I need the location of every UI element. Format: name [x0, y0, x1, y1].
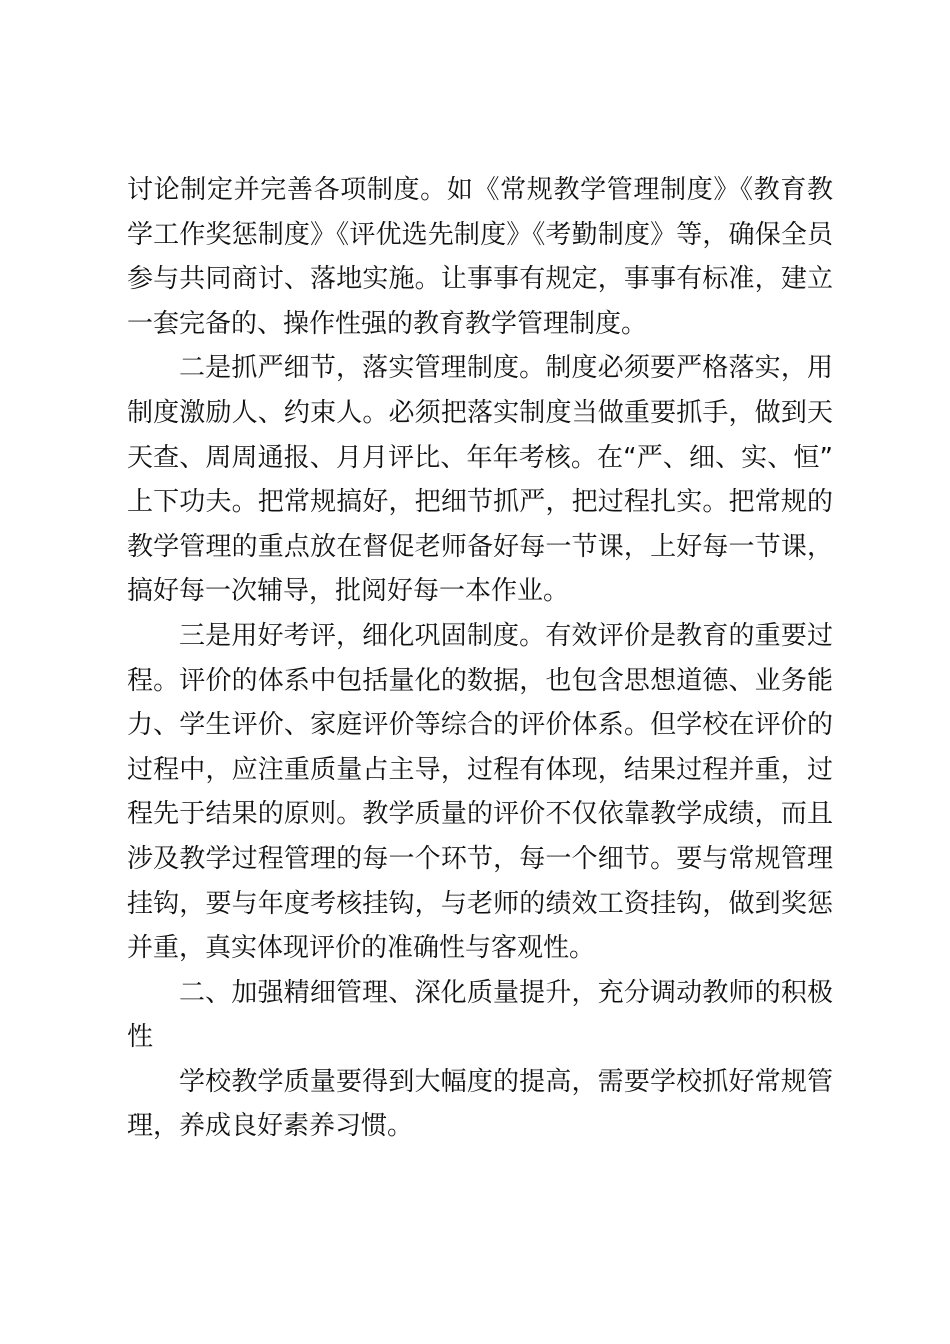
- paragraph-continuation: 讨论制定并完善各项制度。如《常规教学管理制度》《教育教学工作奖惩制度》《评优选先制度》《考勤制度》等，确保全员参与共同商讨、落地实施。让事事有规定，事事有标准，建立一套完备的、操作性强的教育教学管理制度。: [127, 175, 833, 339]
- document-body: [127, 168, 833, 1149]
- paragraph-evaluation: 三是用好考评，细化巩固制度。有效评价是教育的重要过程。评价的体系中包括量化的数据，也包含思想道德、业务能力、学生评价、家庭评价等综合的评价体系。但学校在评价的过程中，应注重质量占主导，过程有体现，结果过程并重，过程先于结果的原则。教学质量的评价不仅依靠教学成绩，而且涉及教学过程管理的每一个环节，每一个细节。要与常规管理挂钩，要与年度考核挂钩，与老师的绩效工资挂钩，做到奖惩并重，真实体现评价的准确性与客观性。: [127, 620, 833, 964]
- paragraph-quality: 学校教学质量要得到大幅度的提高，需要学校抓好常规管理，养成良好素养习惯。: [127, 1066, 833, 1142]
- section-heading: 二、加强精细管理、深化质量提升，充分调动教师的积极性: [127, 977, 833, 1053]
- paragraph-details: 二是抓严细节，落实管理制度。制度必须要严格落实，用制度激励人、约束人。必须把落实制度当做重要抓手，做到天天查、周周通报、月月评比、年年考核。在“严、细、实、恒”上下功夫。把常规搞好，把细节抓严，把过程扎实。把常规的教学管理的重点放在督促老师备好每一节课，上好每一节课，搞好每一次辅导，批阅好每一本作业。: [127, 353, 833, 607]
